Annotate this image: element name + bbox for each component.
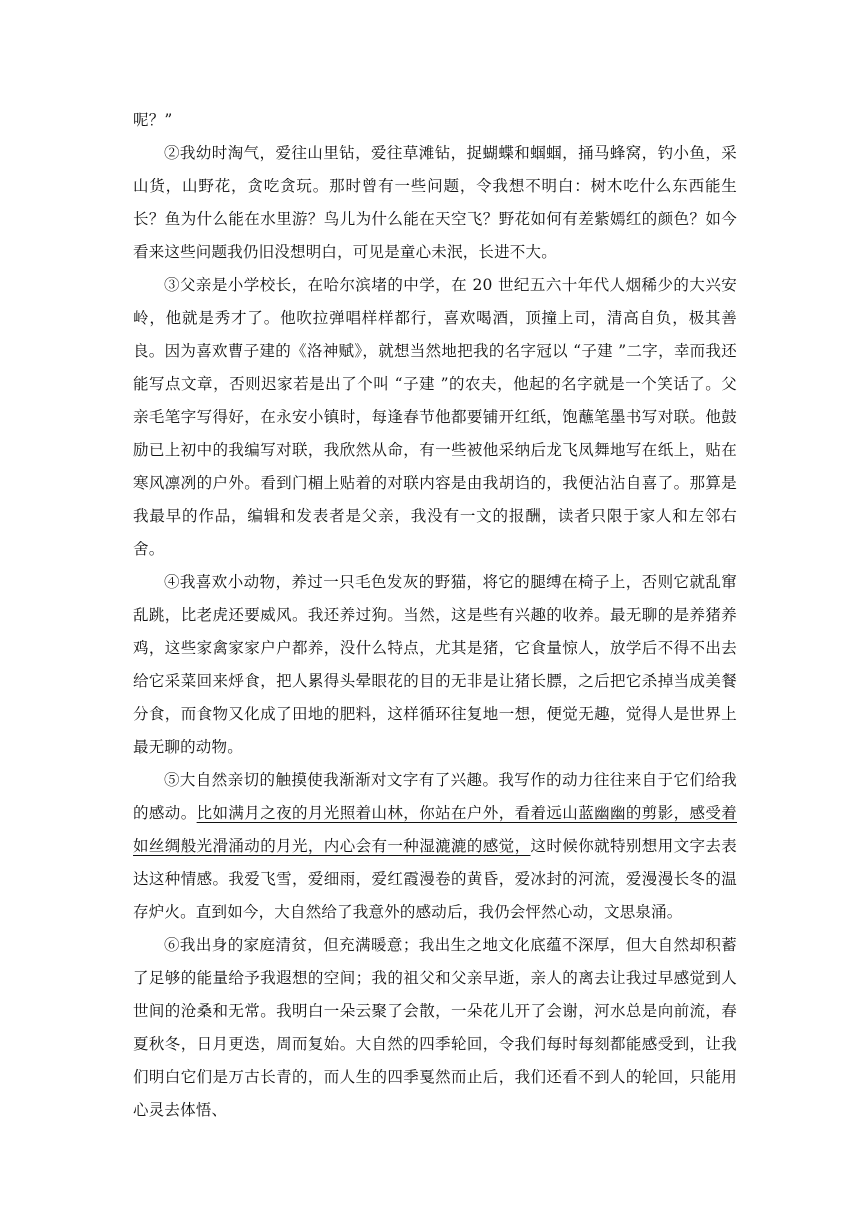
paragraph-continuation: 呢？” xyxy=(133,111,173,129)
paragraph-5-tail: 这时候你就特别想用文字去表达这种情感。我爱飞雪，爱细雨，爱红霞漫卷的黄昏，爱冰封的河流，爱漫漫长冬的温存炉火。直到如今，大自然给了我意外的感动后，我仍会怦然心动，文思泉涌。 xyxy=(133,837,737,921)
paragraph-5-lead: ⑤大自然亲切的触摸使我渐渐对文字有了兴趣。我写作的动力往往来自于它们给我的感动。 xyxy=(133,771,737,822)
paragraph-4: ④我喜欢小动物，养过一只毛色发灰的野猫，将它的腿缚在椅子上，否则它就乱窜乱跳，比老虎还要威风。我还养过狗。当然，这是些有兴趣的收养。最无聊的是养猪养鸡，这些家禽家家户户都养，没什么特点，尤其是猪，它食量惊人，放学后不得不出去给它采菜回来烀食，把人累得头晕眼花的目的无非是让猪长膘，之后把它杀掉当成美餐分食，而食物又化成了田地的肥料，这样循环往复地一想，便觉无趣，觉得人是世界上最无聊的动物。 xyxy=(133,573,737,756)
paragraph-3: ③父亲是小学校长，在哈尔滨堵的中学，在 20 世纪五六十年代人烟稀少的大兴安岭，他就是秀才了。他吹拉弹唱样样都行，喜欢喝酒，顶撞上司，清高自负，极其善良。因为喜欢曹子建的《洛神赋》，就想当然地把我的名字冠以 “子建 ”二字，幸而我还能写点文章，否则迟家若是出了个叫 “子建 ”的农夫，他起的名字就是一个笑话了。父亲毛笔字写得好，在永安小镇时，每逢春节他都要铺开红纸，饱蘸笔墨书写对联。他鼓励已上初中的我编写对联，我欣然从命，有一些被他采纳后龙飞凤舞地写在纸上，贴在寒风凛冽的户外。看到门楣上贴着的对联内容是由我胡诌的，我便沾沾自喜了。那算是我最早的作品，编辑和发表者是父亲，我没有一文的报酬，读者只限于家人和左邻右舍。 xyxy=(133,276,737,558)
paragraph-2: ②我幼时淘气，爱往山里钻，爱往草滩钻，捉蝴蝶和蝈蝈，捅马蜂窝，钓小鱼，采山货，山野花，贪吃贪玩。那时曾有一些问题，令我想不明白：树木吃什么东西能生长？鱼为什么能在水里游？鸟儿为什么能在天空飞？野花如何有差紫嫣红的颜色？如今看来这些问题我仍旧没想明白，可见是童心未泯，长进不大。 xyxy=(133,144,737,261)
paragraph-5 xyxy=(133,764,737,929)
document-body xyxy=(133,104,737,1127)
paragraph-6: ⑥我出身的家庭清贫，但充满暖意；我出生之地文化底蕴不深厚，但大自然却积蓄了足够的能量给予我遐想的空间；我的祖父和父亲早逝，亲人的离去让我过早感觉到人世间的沧桑和无常。我明白一朵云聚了会散，一朵花儿开了会谢，河水总是向前流，春夏秋冬，日月更迭，周而复始。大自然的四季轮回，令我们每时每刻都能感受到，让我们明白它们是万古长青的，而人生的四季戛然而止后，我们还看不到人的轮回，只能用心灵去体悟、 xyxy=(133,936,737,1119)
underlined-sentence: 比如满月之夜的月光照着山林，你站在户外，看着远山蓝幽幽的剪影，感受着如丝绸般光滑涌动的月光，内心会有一种湿漉漉的感觉， xyxy=(133,804,737,855)
